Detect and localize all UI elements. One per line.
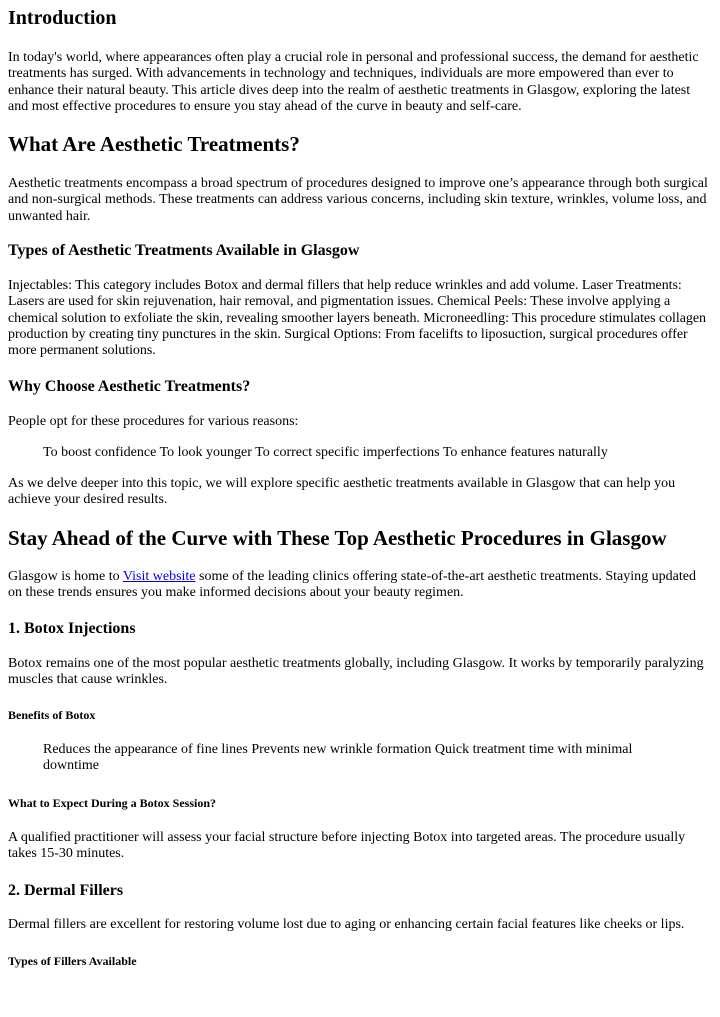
paragraph-stay-ahead-text-before: Glasgow is home to: [8, 569, 123, 584]
paragraph-botox-session: A qualified practitioner will assess your facial structure before injecting Botox into targeted areas. The procedure usually takes 15-30 minutes.: [8, 830, 686, 862]
heading-what-are-aesthetic-treatments: What Are Aesthetic Treatments?: [8, 132, 300, 156]
heading-benefits-of-botox: Benefits of Botox: [8, 708, 96, 722]
heading-types-of-fillers: Types of Fillers Available: [8, 954, 137, 968]
heading-types-of-treatments: Types of Aesthetic Treatments Available in Glasgow: [8, 242, 360, 259]
list-benefits-of-botox: Reduces the appearance of fine lines Prevents new wrinkle formation Quick treatment time with minimal downtime: [43, 742, 633, 774]
heading-why-choose: Why Choose Aesthetic Treatments?: [8, 378, 251, 395]
paragraph-delve-deeper: As we delve deeper into this topic, we will explore specific aesthetic treatments available in Glasgow that can help you achieve your desired results.: [8, 476, 676, 508]
paragraph-types-of-treatments: Injectables: This category includes Botox and dermal fillers that help reduce wrinkles and add volume. Laser Treatments: Lasers are used for skin rejuvenation, hair removal, and pigmentation issues. Chemical Peels: These involve applying a chemical solution to exfoliate the skin, revealing smoother layers beneath. Microneedling: This procedure stimulates collagen production by creating tiny punctures in the skin. Surgical Options: From facelifts to liposuction, surgical procedures offer more permanent solutions.: [8, 278, 706, 359]
paragraph-introduction: In today's world, where appearances often play a crucial role in personal and professional success, the demand for aesthetic treatments has surged. With advancements in technology and techniques, individuals are more empowered than ever to enhance their natural beauty. This article dives deep into the realm of aesthetic treatments in Glasgow, exploring the latest and most effective procedures to ensure you stay ahead of the curve in beauty and self-care.: [8, 50, 699, 114]
paragraph-stay-ahead-text-after: some of the leading clinics offering state-of-the-art aesthetic treatments. Staying updated on these trends ensures you make informed decisions about your beauty regimen.: [8, 569, 696, 601]
paragraph-why-choose: People opt for these procedures for various reasons:: [8, 414, 299, 429]
visit-website-link[interactable]: Visit website: [122, 569, 196, 584]
list-why-choose-reasons: To boost confidence To look younger To correct specific imperfections To enhance features naturally: [43, 445, 608, 460]
heading-botox-injections: 1. Botox Injections: [8, 620, 136, 637]
heading-dermal-fillers: 2. Dermal Fillers: [8, 882, 124, 899]
paragraph-what-are-aesthetic-treatments: Aesthetic treatments encompass a broad spectrum of procedures designed to improve one’s appearance through both surgical and non-surgical methods. These treatments can address various concerns, including skin texture, wrinkles, volume loss, and unwanted hair.: [8, 176, 708, 224]
paragraph-dermal-fillers: Dermal fillers are excellent for restoring volume lost due to aging or enhancing certain facial features like cheeks or lips.: [8, 917, 685, 932]
heading-botox-session: What to Expect During a Botox Session?: [8, 796, 217, 810]
paragraph-botox-injections: Botox remains one of the most popular aesthetic treatments globally, including Glasgow. It works by temporarily paralyzing muscles that cause wrinkles.: [8, 656, 704, 688]
heading-introduction: Introduction: [8, 7, 117, 29]
paragraph-stay-ahead: [8, 569, 712, 602]
heading-stay-ahead: Stay Ahead of the Curve with These Top Aesthetic Procedures in Glasgow: [8, 526, 667, 550]
